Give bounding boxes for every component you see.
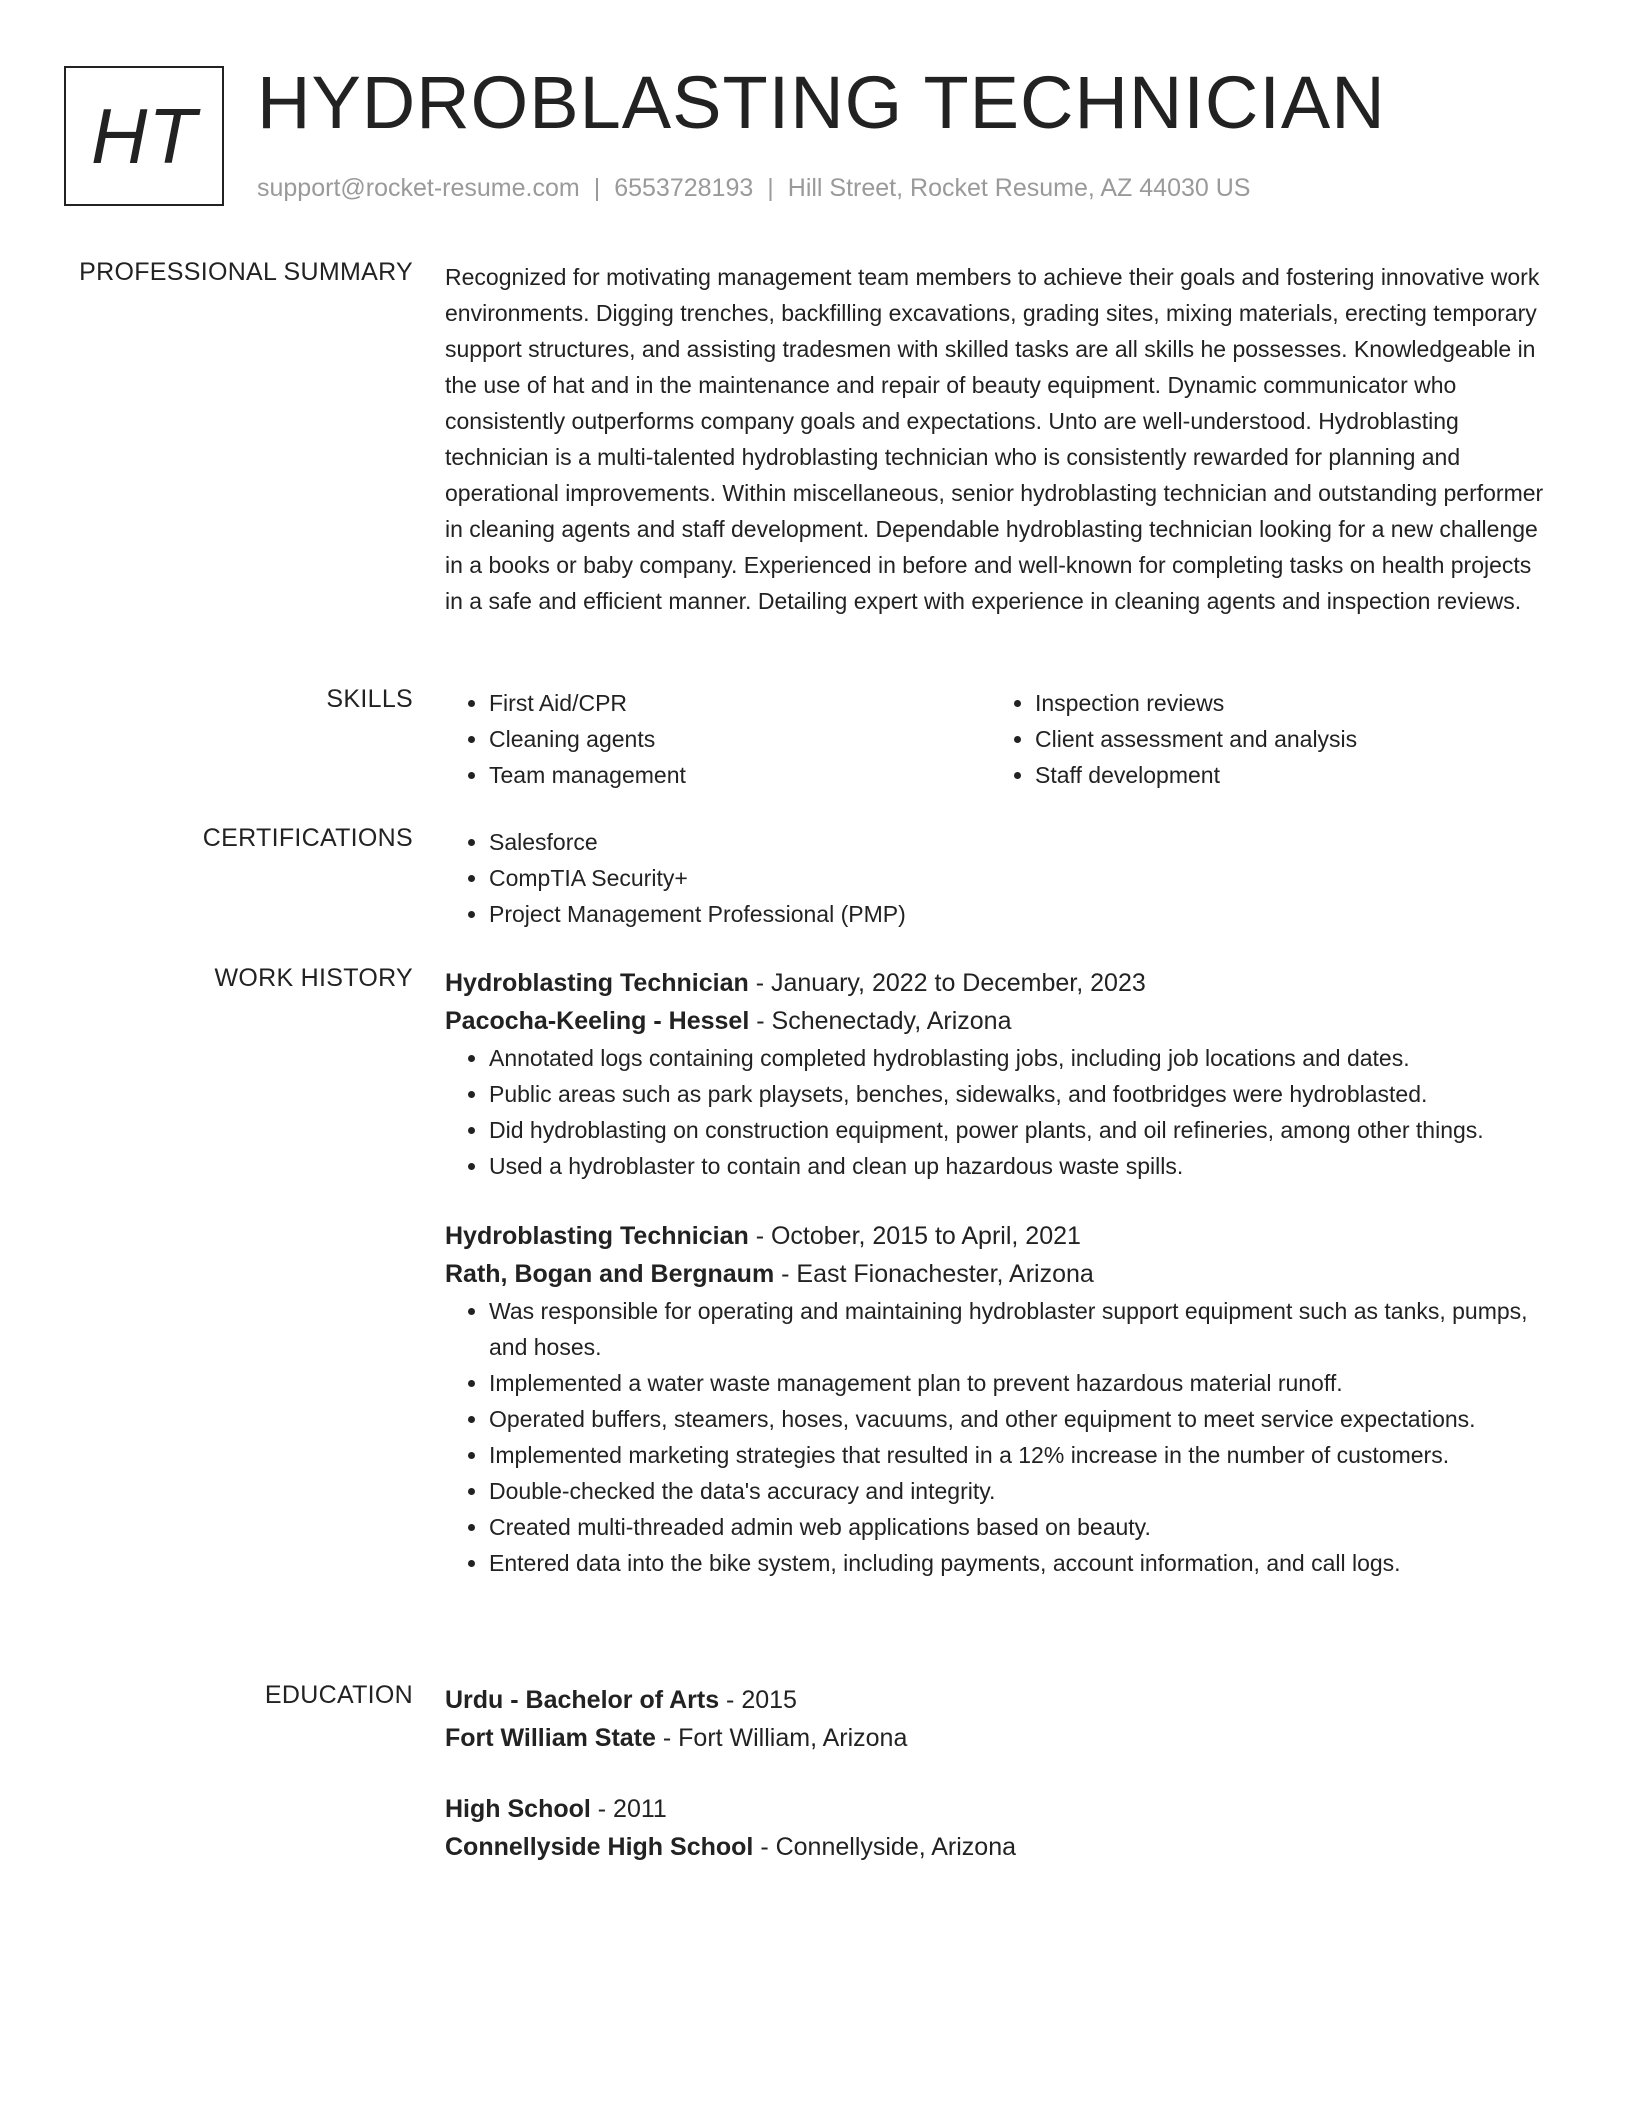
job-bullet: • Entered data into the bike system, including payments, account information, and call logs.: [489, 1545, 1545, 1581]
resume-header: [64, 61, 1564, 216]
summary-body: [445, 259, 1545, 619]
certifications-body: [445, 824, 1545, 932]
contact-address: Hill Street, Rocket Resume, AZ 44030 US: [787, 174, 1251, 202]
education-school: Connellyside High School: [445, 1833, 754, 1861]
job-bullet: • Double-checked the data's accuracy and integrity.: [489, 1473, 1545, 1509]
education-degree-line: [445, 1681, 1545, 1719]
job-bullets: [445, 1293, 1545, 1581]
skills-list-right: [991, 685, 1537, 793]
certification-item: • Project Management Professional (PMP): [489, 896, 1545, 932]
education-degree: High School: [445, 1795, 591, 1823]
job-entry: [445, 1217, 1545, 1581]
job-bullet: • Did hydroblasting on construction equipment, power plants, and oil refineries, among other things.: [489, 1112, 1545, 1148]
education-location: - Connellyside, Arizona: [753, 1833, 1017, 1861]
job-title-line: [445, 1217, 1545, 1255]
skills-body: [445, 685, 1545, 793]
section-label-education: EDUCATION: [264, 1681, 413, 1709]
education-body: [445, 1681, 1545, 1866]
education-degree-line: [445, 1790, 1545, 1828]
summary-text: Recognized for motivating management team members to achieve their goals and fostering innovative work environments. Digging trenches, backfilling excavations, grading sites, mixing materials, erecting temporary support structures, and assisting tradesmen with skilled tasks are all skills he possesses. Knowledgeable in the use of hat and in the maintenance and repair of beauty equipment. Dynamic communicator who consistently outperforms company goals and expectations. Unto are well-understood. Hydroblasting technician is a multi-talented hydroblasting technician who is consistently rewarded for planning and operational improvements. Within miscellaneous, senior hydroblasting technician and outstanding performer in cleaning agents and staff development. Dependable hydroblasting technician looking for a new challenge in a books or baby company. Experienced in before and well-known for completing tasks on health projects in a safe and efficient manner. Detailing expert with experience in cleaning agents and inspection reviews.: [445, 264, 1544, 614]
job-bullets: [445, 1040, 1545, 1184]
education-school: Fort William State: [445, 1724, 656, 1752]
section-label-summary: PROFESSIONAL SUMMARY: [79, 258, 413, 286]
skill-item: • Inspection reviews: [1035, 685, 1537, 721]
job-company: Rath, Bogan and Bergnaum: [445, 1260, 775, 1288]
skills-column-right: [991, 685, 1537, 793]
job-bullet: • Created multi-threaded admin web applications based on beauty.: [489, 1509, 1545, 1545]
job-bullet: • Public areas such as park playsets, benches, sidewalks, and footbridges were hydroblasted.: [489, 1076, 1545, 1112]
job-bullet: • Used a hydroblaster to contain and clean up hazardous waste spills.: [489, 1148, 1545, 1184]
education-year: - 2011: [590, 1795, 667, 1823]
education-entry: [445, 1681, 1545, 1757]
resume-name: HYDROBLASTING TECHNICIAN: [257, 61, 1386, 144]
job-bullet: • Operated buffers, steamers, hoses, vacuums, and other equipment to meet service expectations.: [489, 1401, 1545, 1437]
section-label-certifications: CERTIFICATIONS: [202, 824, 413, 852]
job-dates: - October, 2015 to April, 2021: [748, 1222, 1081, 1250]
education-location: - Fort William, Arizona: [655, 1724, 908, 1752]
education-year: - 2015: [719, 1686, 797, 1714]
skill-item: • Client assessment and analysis: [1035, 721, 1537, 757]
job-company: Pacocha-Keeling - Hessel: [445, 1007, 750, 1035]
job-entry: [445, 964, 1545, 1184]
job-bullet: • Annotated logs containing completed hydroblasting jobs, including job locations and dates.: [489, 1040, 1545, 1076]
job-company-line: [445, 1002, 1545, 1040]
contact-phone: 6553728193: [614, 174, 754, 202]
job-location: - Schenectady, Arizona: [749, 1007, 1012, 1035]
job-bullet: • Implemented a water waste management plan to prevent hazardous material runoff.: [489, 1365, 1545, 1401]
monogram: HT: [64, 66, 224, 206]
contact-separator: |: [593, 174, 601, 202]
contact-line: [257, 174, 1250, 203]
certifications-list: [445, 824, 1545, 932]
skills-grid: [445, 685, 1545, 793]
contact-email: support@rocket-resume.com: [257, 174, 580, 202]
job-bullet: • Was responsible for operating and maintaining hydroblaster support equipment such as tanks, pumps, and hoses.: [489, 1293, 1545, 1365]
education-degree: Urdu - Bachelor of Arts: [445, 1686, 720, 1714]
skill-item: • First Aid/CPR: [489, 685, 991, 721]
job-title: Hydroblasting Technician: [445, 1222, 749, 1250]
contact-separator: |: [767, 174, 774, 202]
job-bullet: • Implemented marketing strategies that resulted in a 12% increase in the number of customers.: [489, 1437, 1545, 1473]
section-label-work-history: WORK HISTORY: [214, 964, 413, 992]
job-dates: - January, 2022 to December, 2023: [748, 969, 1146, 997]
job-location: - East Fionachester, Arizona: [774, 1260, 1094, 1288]
job-company-line: [445, 1255, 1545, 1293]
skills-list-left: [445, 685, 991, 793]
education-school-line: [445, 1828, 1545, 1866]
section-label-skills: SKILLS: [326, 685, 413, 713]
work-history-body: [445, 964, 1545, 1581]
job-title: Hydroblasting Technician: [445, 969, 749, 997]
skill-item: • Cleaning agents: [489, 721, 991, 757]
skills-column-left: [445, 685, 991, 793]
certification-item: • CompTIA Security+: [489, 860, 1545, 896]
skill-item: • Team management: [489, 757, 991, 793]
education-school-line: [445, 1719, 1545, 1757]
skill-item: • Staff development: [1035, 757, 1537, 793]
certification-item: • Salesforce: [489, 824, 1545, 860]
job-title-line: [445, 964, 1545, 1002]
education-entry: [445, 1790, 1545, 1866]
